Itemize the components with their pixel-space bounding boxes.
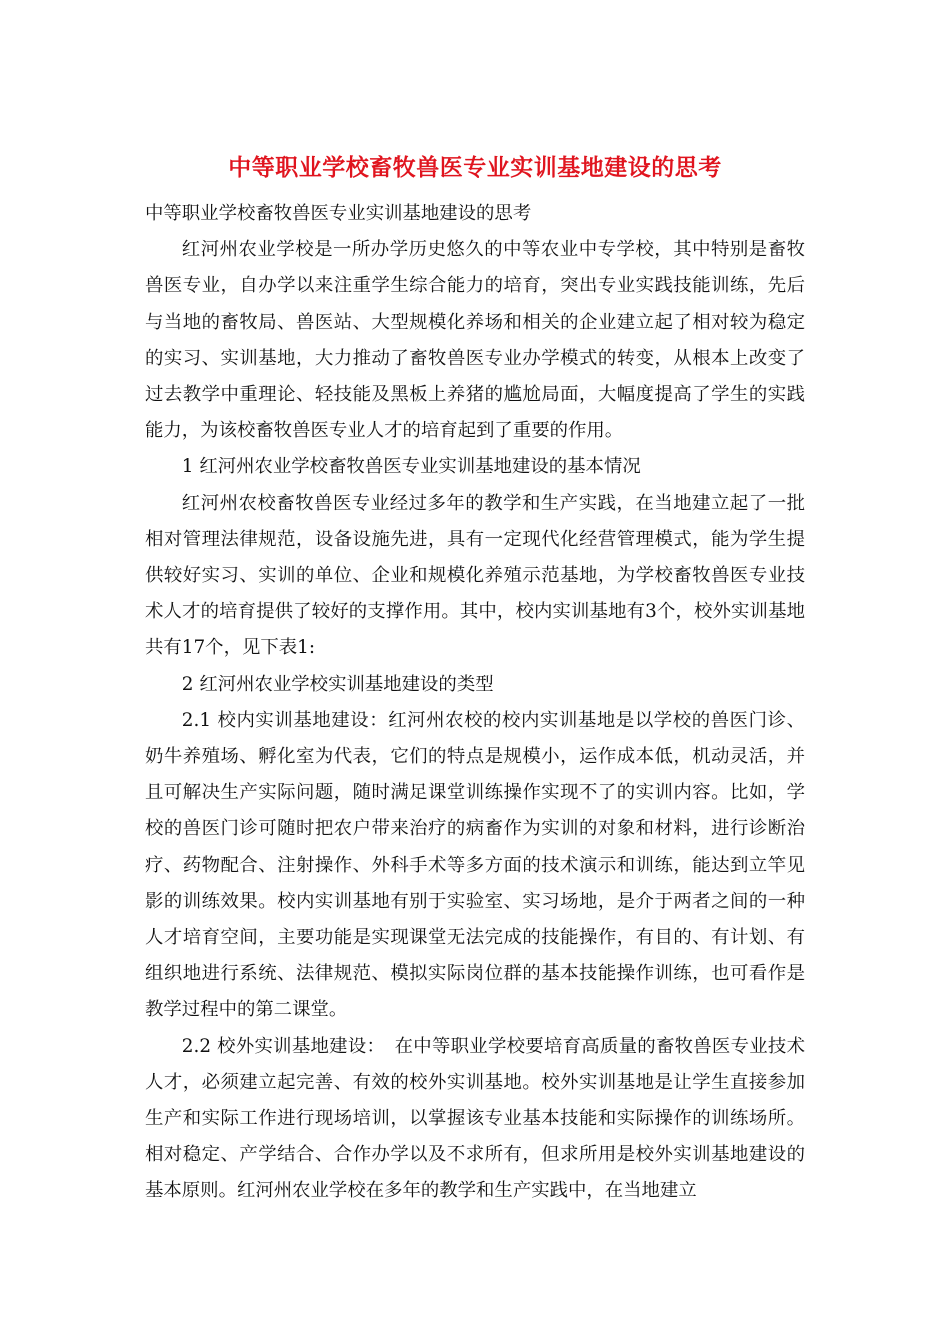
paragraph-section-2-1: 2.1 校内实训基地建设：红河州农校的校内实训基地是以学校的兽医门诊、奶牛养殖场、孵化室为代表，它们的特点是规模小，运作成本低，机动灵活，并且可解决生产实际问题，随时满足课堂训练操作实现不了的实训内容。比如，学校的兽医门诊可随时把农户带来治疗的病畜作为实训的对象和材料，进行诊断治疗、药物配合、注射操作、外科手术等多方面的技术演示和训练，能达到立竿见影的训练效果。校内实训基地有别于实验室、实习场地，是介于两者之间的一种人才培育空间，主要功能是实现课堂无法完成的技能操作，有目的、有计划、有组织地进行系统、法律规范、模拟实际岗位群的基本技能操作训练，也可看作是教学过程中的第二课堂。 (145, 709, 805, 1021)
paragraph-section-2-2: 2.2 校外实训基地建设： 在中等职业学校要培育高质量的畜牧兽医专业技术人才，必须建立起完善、有效的校外实训基地。校外实训基地是让学生直接参加生产和实际工作进行现场培训，以掌握该专业基本技能和实际操作的训练场所。相对稳定、产学结合、合作办学以及不求所有，但求所用是校外实训基地建设的基本原则。红河州农业学校在多年的教学和生产实践中，在当地建立 (145, 1035, 805, 1202)
paragraph-intro: 红河州农业学校是一所办学历史悠久的中等农业中专学校，其中特别是畜牧兽医专业，自办学以来注重学生综合能力的培育，突出专业实践技能训练，先后与当地的畜牧局、兽医站、大型规模化养场和相关的企业建立起了相对较为稳定的实习、实训基地，大力推动了畜牧兽医专业办学模式的转变，从根本上改变了过去教学中重理论、轻技能及黑板上养猪的尴尬局面，大幅度提高了学生的实践能力，为该校畜牧兽医专业人才的培育起到了重要的作用。 (145, 239, 805, 442)
document-body (145, 196, 805, 1210)
document-title: 中等职业学校畜牧兽医专业实训基地建设的思考 (228, 154, 722, 181)
section-heading-1: 1 红河州农业学校畜牧兽医专业实训基地建设的基本情况 (181, 456, 641, 478)
subtitle-line: 中等职业学校畜牧兽医专业实训基地建设的思考 (145, 203, 532, 224)
section-heading-2: 2 红河州农业学校实训基地建设的类型 (181, 673, 494, 695)
paragraph-section-1: 红河州农校畜牧兽医专业经过多年的教学和生产实践，在当地建立起了一批相对管理法律规范，设备设施先进，具有一定现代化经营管理模式，能为学生提供较好实习、实训的单位、企业和规模化养殖示范基地，为学校畜牧兽医专业技术人才的培育提供了较好的支撑作用。其中，校内实训基地有3个，校外实训基地共有17个，见下表1: (145, 492, 805, 659)
